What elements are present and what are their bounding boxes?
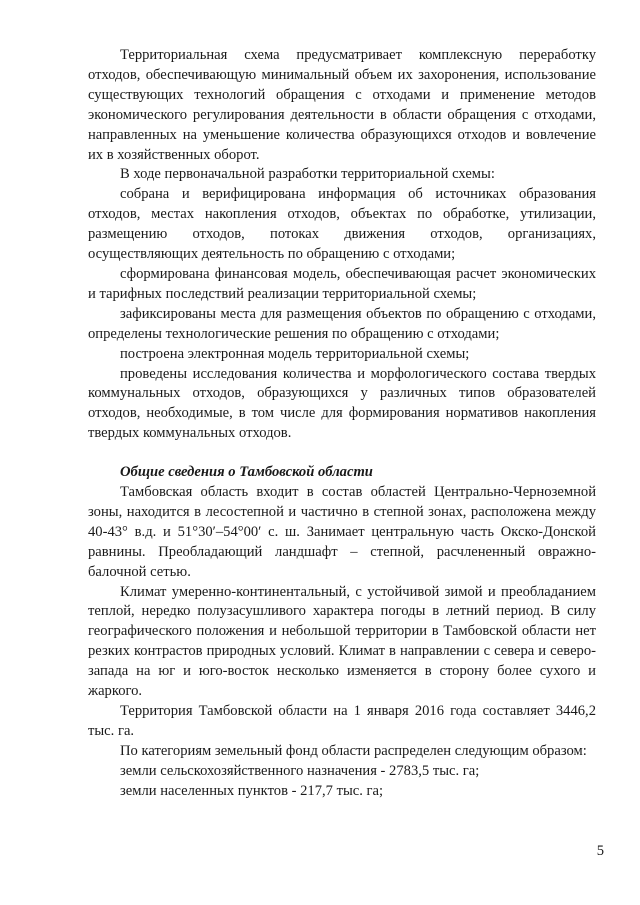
paragraph-region-location: Тамбовская область входит в состав областей Центрально-Черноземной зоны, находится в лесостепной и частично в степной зонах, расположена между 40-43° в.д. и 51°30′–54°00′ с. ш. Занимает центральную часть Окско-Донской равнины. Преобладающий ландшафт – степной, расчлененный овражно-балочной сетью. bbox=[88, 484, 596, 580]
page-body bbox=[88, 46, 596, 802]
list-item-financial-model: сформирована финансовая модель, обеспечивающая расчет экономических и тарифных последствий реализации территориальной схемы; bbox=[88, 265, 596, 302]
paragraph-territorial-scheme: Территориальная схема предусматривает комплексную переработку отходов, обеспечивающую минимальный объем их захоронения, использование существующих технологий обращения с отходами и применение методов экономического регулирования деятельности в области обращения с отходами, направленных на уменьшение количества образующихся отходов и вовлечение их в хозяйственных оборот. bbox=[88, 47, 596, 163]
paragraph-initial-development: В ходе первоначальной разработки территориальной схемы: bbox=[120, 166, 495, 183]
list-item-agricultural-land: земли сельскохозяйственного назначения - 2783,5 тыс. га; bbox=[120, 762, 480, 779]
page-number: 5 bbox=[596, 843, 604, 859]
list-item-waste-research: проведены исследования количества и морфологического состава твердых коммунальных отходов, образующихся у различных типов образователей отходов, необходимые, в том числе для формирования нормативов накопления твердых коммунальных отходов. bbox=[88, 365, 596, 442]
paragraph-land-fund: По категориям земельный фонд области распределен следующим образом: bbox=[120, 742, 587, 759]
list-item-settlement-land: земли населенных пунктов - 217,7 тыс. га; bbox=[120, 782, 384, 799]
list-item-information-collected: собрана и верифицирована информация об источниках образования отходов, местах накопления отходов, объектах по обработке, утилизации, размещению отходов, потоках движения отходов, организациях, осуществляющих деятельность по обращению с отходами; bbox=[88, 186, 596, 263]
section-heading: Общие сведения о Тамбовской области bbox=[120, 464, 373, 481]
paragraph-territory-area: Территория Тамбовской области на 1 января 2016 года составляет 3446,2 тыс. га. bbox=[88, 703, 596, 739]
paragraph-climate: Климат умеренно-континентальный, с устойчивой зимой и преобладанием теплой, нередко полузасушливого характера погоды в летний период. В силу географического положения и небольшой территории в Тамбовской области нет резких контрастов природных условий. Климат в направлении с севера и северо-запада на юг и юго-восток несколько изменяется в сторону более сухого и жаркого. bbox=[88, 583, 596, 700]
list-item-facility-locations: зафиксированы места для размещения объектов по обращению с отходами, определены технологические решения по обращению с отходами; bbox=[88, 305, 596, 342]
list-item-electronic-model: построена электронная модель территориальной схемы; bbox=[120, 345, 470, 362]
